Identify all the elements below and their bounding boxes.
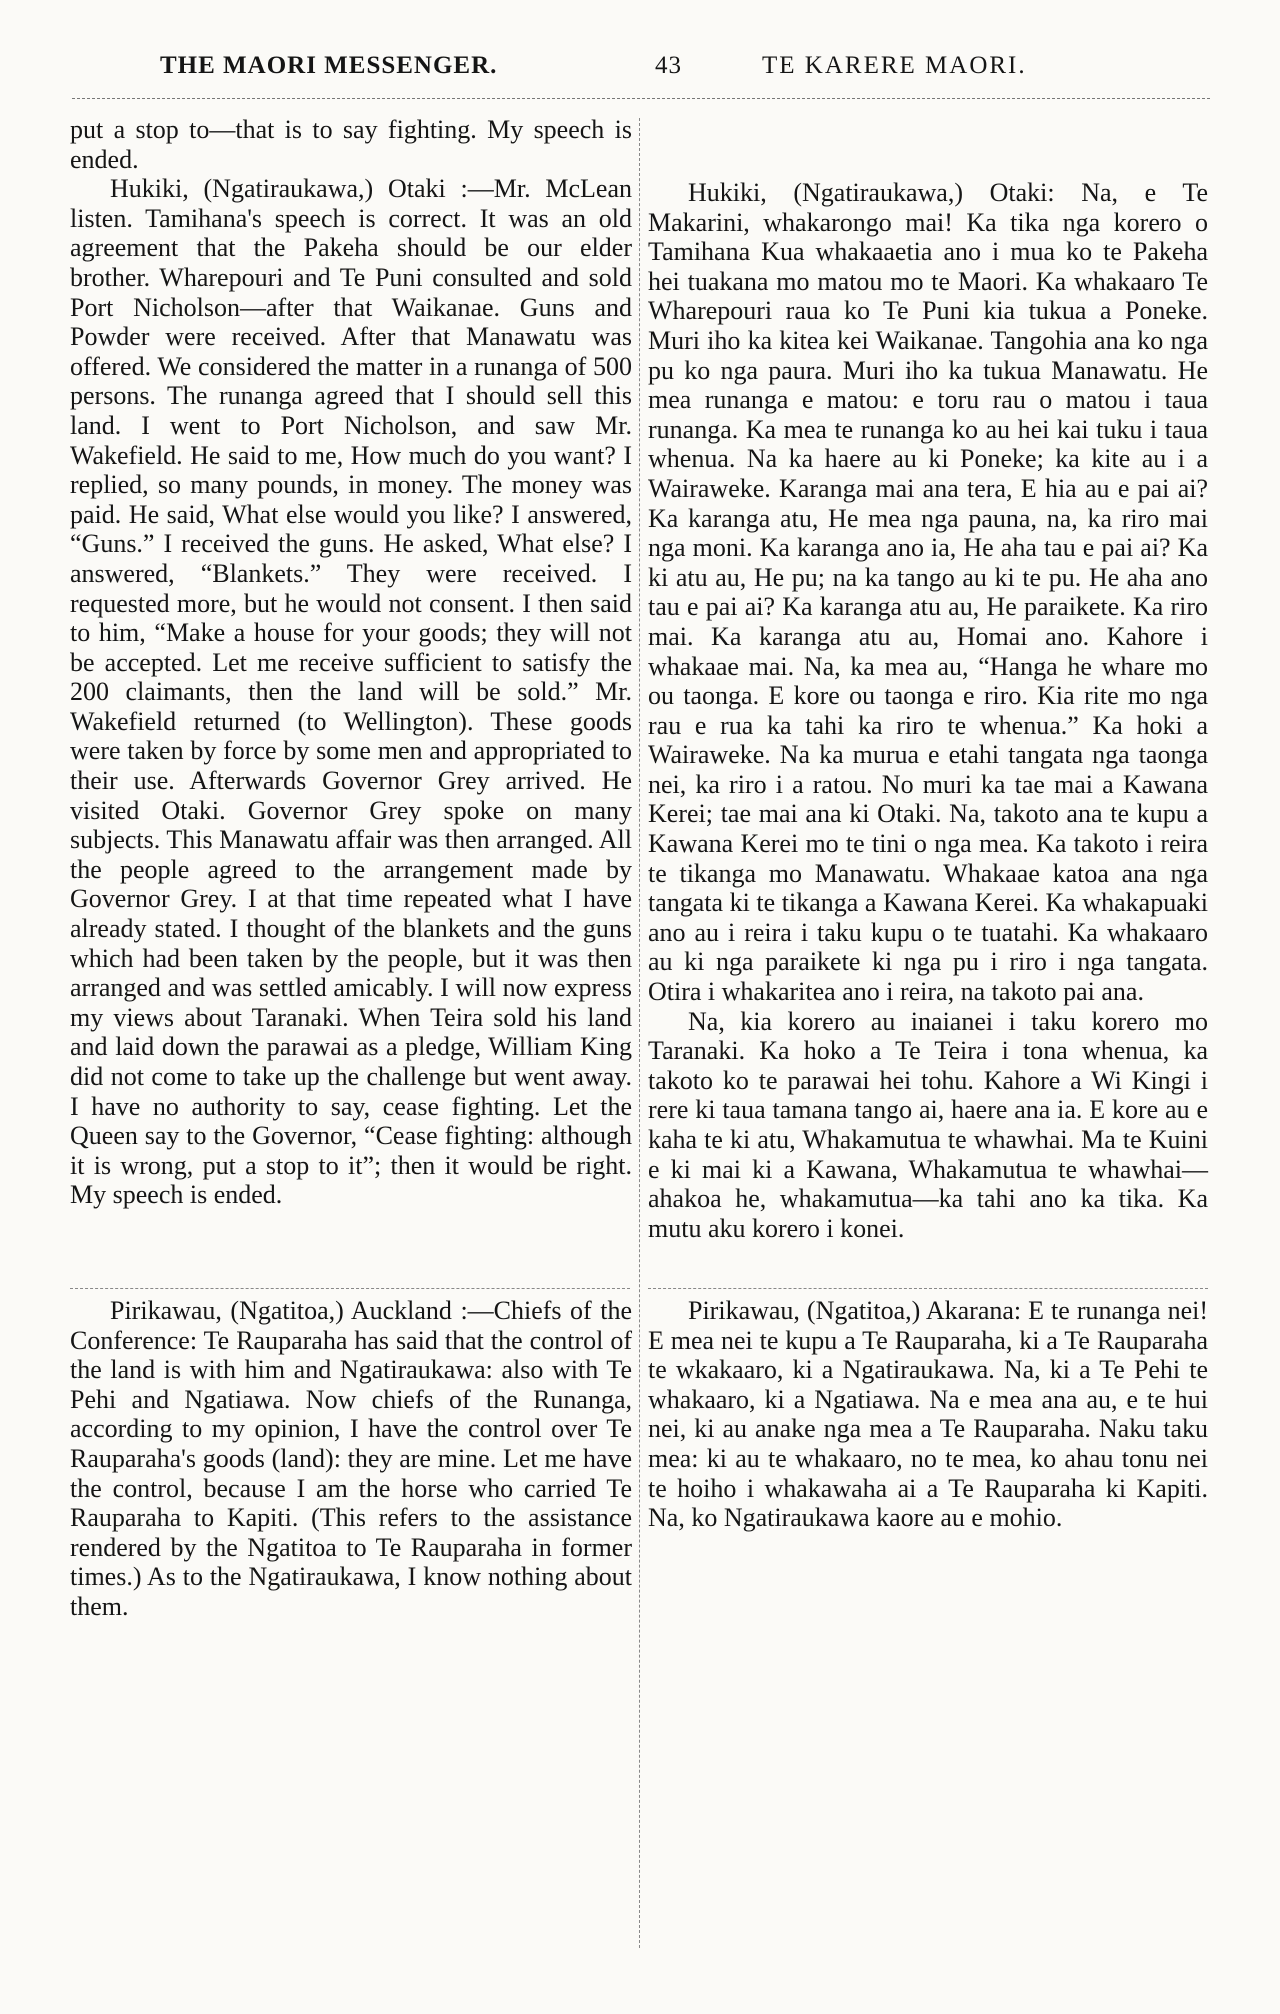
page-number: 43 [655, 52, 682, 79]
english-paragraph-3: Pirikawau, (Ngatitoa,) Auckland :—Chiefs of the Conference: Te Rauparaha has said that the control of the land is with him and Ngatiraukawa: also with Te Pehi and Ngatiawa. Now chiefs of the Runanga, according to my opinion, I have the control over Te Rauparaha's goods (land): they are mine. Let me have the control, because I am the horse who carried Te Rauparaha to Kapiti. (This refers to the assistance rendered by the Ngatitoa to Te Rauparaha in former times.) As to the Ngatiraukawa, I know nothing about them. [70, 1296, 632, 1621]
maori-paragraph-2: Na, kia korero au inaianei i taku korero mo Taranaki. Ka hoko a Te Teira i tona whenua, ka takoto ko te parawai hei tohu. Kahore a Wi Kingi i rere ki taua tamana tango ai, haere ana ia. E kore au e kaha te ki atu, Whakamutua te whawhai. Ma te Kuini e ki mai ki a Kawana, Whakamutua te whawhai—ahakoa he, whakamutua—ka tahi ano ka tika. Ka mutu aku korero i konei. [648, 1006, 1208, 1243]
maori-column [648, 178, 1208, 1243]
maori-paragraph-1: Hukiki, (Ngatiraukawa,) Otaki: Na, e Te Makarini, whakarongo mai! Ka tika nga korero o Tamihana Kua whakaaetia ano i mua ko te Pakeha hei tuakana mo matou mo te Maori. Ka whakaaro Te Wharepouri raua ko Te Puni kia tukua a Poneke. Muri iho ka kitea kei Waikanae. Tangohia ana ko nga pu ko nga paura. Muri iho ka tukua Manawatu. He mea runanga e matou: e toru rau o matou i taua runanga. Ka mea te runanga ko au hei kai tuku i taua whenua. Na ka haere au ki Poneke; ka kite au i a Wairaweke. Karanga mai ana tera, E hia au e pai ai? Ka karanga atu, He mea nga pauna, na, ka riro mai nga moni. Ka karanga ano ia, He aha tau e pai ai? Ka ki atu au, He pu; na ka tango au ki te pu. He aha ano tau e pai ai? Ka karanga atu au, He paraikete. Ka riro mai. Ka karanga atu au, Homai ano. Kahore i whakaae mai. Na, ka mea au, “Hanga he whare mo ou taonga. E kore ou taonga e riro. Kia rite mo nga rau e rua ka tahi ka riro te whenua.” Ka hoki a Wairaweke. Na ka murua e etahi tangata nga taonga nei, ka riro i a ratou. No muri ka tae mai a Kawana Kerei; tae mai ana ki Otaki. Na, takoto ana te kupu a Kawana Kerei mo te tini o nga mea. Ka takoto i reira te tikanga mo Manawatu. Whakaae katoa ana nga tangata ki te tikanga a Kawana Kerei. Ka whakapuaki ano au i reira i taku kupu o te tuatahi. Ka whakaaro au ki nga paraikete ki nga pu i riro i nga tangata. Otira i whakaritea ano i reira, na takoto pai ana. [648, 178, 1208, 1007]
column-divider [639, 118, 640, 1948]
header-english-title: THE MAORI MESSENGER. [160, 52, 498, 79]
english-paragraph-1: put a stop to—that is to say fighting. My speech is ended. [70, 115, 632, 174]
header-maori-title: TE KARERE MAORI. [762, 52, 1027, 79]
english-column [70, 115, 632, 1210]
english-paragraph-2: Hukiki, (Ngatiraukawa,) Otaki :—Mr. McLean listen. Tamihana's speech is correct. It was an old agreement that the Pakeha should be our elder brother. Wharepouri and Te Puni consulted and sold Port Nicholson—after that Waikanae. Guns and Powder were received. After that Manawatu was offered. We considered the matter in a runanga of 500 persons. The runanga agreed that I should sell this land. I went to Port Nicholson, and saw Mr. Wakefield. He said to me, How much do you want? I replied, so many pounds, in money. The money was paid. He said, What else would you like? I answered, “Guns.” I received the guns. He asked, What else? I answered, “Blankets.” They were received. I requested more, but he would not consent. I then said to him, “Make a house for your goods; they will not be accepted. Let me receive sufficient to satisfy the 200 claimants, then the land will be sold.” Mr. Wakefield returned (to Wellington). These goods were taken by force by some men and appropriated to their use. Afterwards Governor Grey arrived. He visited Otaki. Governor Grey spoke on many subjects. This Manawatu affair was then arranged. All the people agreed to the arrangement made by Governor Grey. I at that time repeated what I have already stated. I thought of the blankets and the guns which had been taken by the people, but it was then arranged and was settled amicably. I will now express my views about Taranaki. When Teira sold his land and laid down the parawai as a pledge, William King did not come to take up the challenge but went away. I have no authority to say, cease fighting. Let the Queen say to the Governor, “Cease fighting: although it is wrong, put a stop to it”; then it would be right. My speech is ended. [70, 174, 632, 1210]
maori-paragraph-3: Pirikawau, (Ngatitoa,) Akarana: E te runanga nei! E mea nei te kupu a Te Rauparaha, ki a Te Rauparaha te wkakaaro, ki a Ngatiraukawa. Na, ki a Te Pehi te whakaaro, ki a Ngatiawa. Na e mea ana au, e te hui nei, ki au anake nga mea a Te Rauparaha. Naku taku mea: ki au te whakaaro, no te mea, ko ahau tonu nei te hoiho i whakawaha ai a Te Rauparaha ki Kapiti. Na, ko Ngatiraukawa kaore au e mohio. [648, 1296, 1208, 1533]
english-column-lower [70, 1296, 632, 1622]
maori-column-lower [648, 1296, 1208, 1533]
header-rule [72, 98, 1210, 99]
section-rule-left [70, 1288, 630, 1289]
page-header [60, 52, 1220, 92]
section-rule-right [648, 1288, 1208, 1289]
